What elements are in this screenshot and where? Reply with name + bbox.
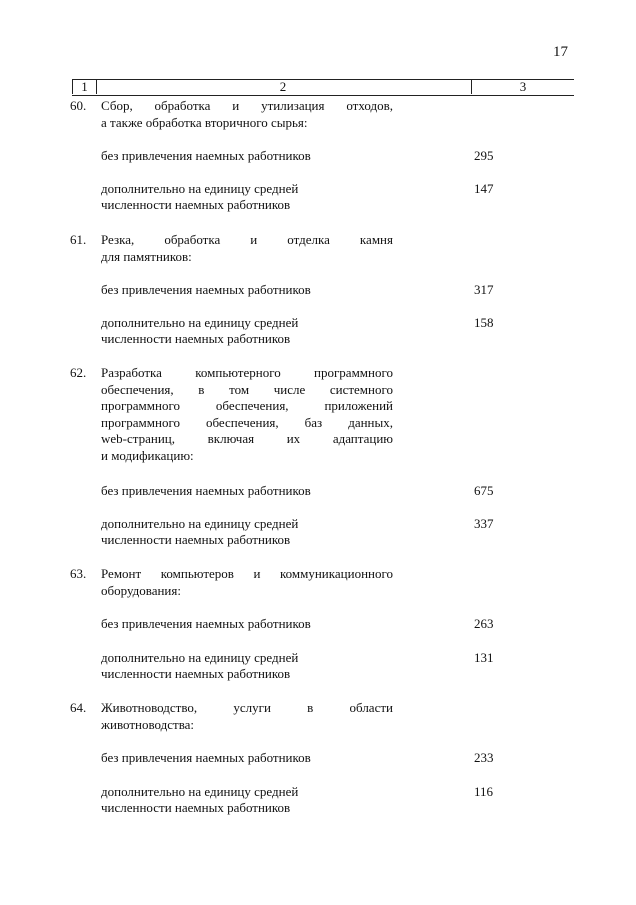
item-title: Резка, обработка и отделка камня для памятников: bbox=[101, 232, 393, 264]
without-employees-label: без привлечения наемных работников bbox=[101, 750, 311, 765]
per-employee-value: 158 bbox=[474, 315, 494, 330]
per-employee-value: 131 bbox=[474, 650, 494, 665]
per-employee-label-line1: дополнительно на единицу средней bbox=[101, 315, 299, 330]
per-employee-label-line2: численности наемных работников bbox=[101, 532, 291, 547]
per-employee-label-line1: дополнительно на единицу средней bbox=[101, 650, 299, 665]
without-employees-value: 263 bbox=[474, 616, 494, 631]
item-title: Разработка компьютерного программного обеспечения, в том числе системного программного обеспечения, приложений программного обеспечения, баз данных, web-страниц, включая их адаптацию и модификацию: bbox=[101, 365, 393, 463]
without-employees-label: без привлечения наемных работников bbox=[101, 483, 311, 498]
per-employee-label-line1: дополнительно на единицу средней bbox=[101, 181, 299, 196]
per-employee-label-line1: дополнительно на единицу средней bbox=[101, 516, 299, 531]
per-employee-label-line2: численности наемных работников bbox=[101, 666, 291, 681]
without-employees-value: 317 bbox=[474, 282, 494, 297]
without-employees-label: без привлечения наемных работников bbox=[101, 148, 311, 163]
item-number: 60. bbox=[70, 98, 87, 113]
item-number: 62. bbox=[70, 365, 87, 380]
item-number: 61. bbox=[70, 232, 87, 247]
page-number: 17 bbox=[553, 44, 568, 60]
item-title: Ремонт компьютеров и коммуникационного оборудования: bbox=[101, 566, 393, 598]
table-header bbox=[72, 79, 574, 96]
item-number: 63. bbox=[70, 566, 87, 581]
without-employees-label: без привлечения наемных работников bbox=[101, 616, 311, 631]
per-employee-value: 337 bbox=[474, 516, 494, 531]
header-col-3: 3 bbox=[519, 79, 527, 94]
item-title: Животноводство, услуги в области животноводства: bbox=[101, 700, 393, 732]
without-employees-value: 295 bbox=[474, 148, 494, 163]
without-employees-label: без привлечения наемных работников bbox=[101, 282, 311, 297]
per-employee-label-line2: численности наемных работников bbox=[101, 331, 291, 346]
per-employee-label-line2: численности наемных работников bbox=[101, 197, 291, 212]
header-col-2: 2 bbox=[95, 79, 472, 94]
per-employee-label-line2: численности наемных работников bbox=[101, 800, 291, 815]
item-number: 64. bbox=[70, 700, 87, 715]
per-employee-value: 147 bbox=[474, 181, 494, 196]
without-employees-value: 233 bbox=[474, 750, 494, 765]
header-col-1: 1 bbox=[72, 79, 97, 94]
without-employees-value: 675 bbox=[474, 483, 494, 498]
item-title: Сбор, обработка и утилизация отходов, а также обработка вторичного сырья: bbox=[101, 98, 393, 130]
per-employee-label-line1: дополнительно на единицу средней bbox=[101, 784, 299, 799]
per-employee-value: 116 bbox=[474, 784, 494, 799]
